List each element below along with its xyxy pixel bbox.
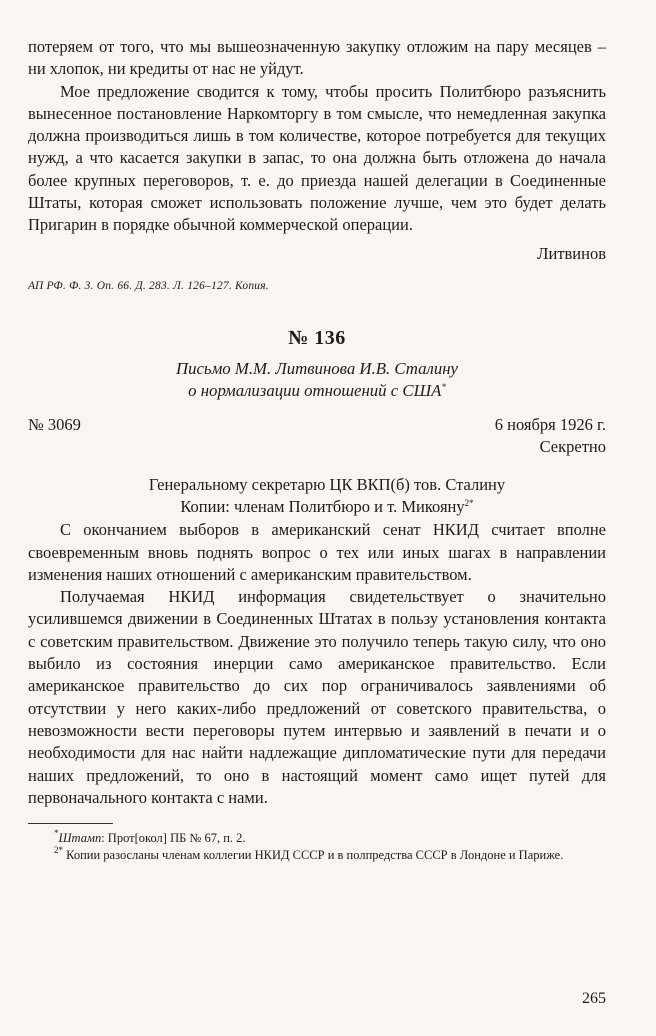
title-line-2-text: о нормализации отношений с США — [188, 381, 442, 401]
addressee-line-2-text: Копии: членам Политбюро и т. Микояну — [180, 497, 465, 517]
footnote-1-text: : Прот[окол] ПБ № 67, п. 2. — [101, 831, 246, 846]
document-number: № 136 — [288, 327, 346, 350]
title-line-2 — [28, 380, 606, 402]
footnote-2-mark: 2* — [54, 845, 63, 856]
footnote-1-mark: * — [54, 828, 59, 839]
addressee-line-2 — [48, 496, 606, 518]
outgoing-number: № 3069 — [28, 415, 81, 435]
addressee-footnote-mark: 2* — [464, 498, 474, 509]
footnote-1 — [28, 830, 606, 847]
archive-source: АП РФ. Ф. 3. Оп. 66. Д. 283. Л. 126–127. Копия. — [28, 279, 269, 292]
footnote-2 — [28, 847, 606, 864]
signature: Литвинов — [537, 243, 606, 263]
document-meta — [28, 414, 606, 436]
continuation-paragraph: потеряем от того, что мы вышеозначенную закупку отложим на пару месяцев – ни хлопок, ни кредиты от нас не уйдут. — [28, 37, 606, 79]
title-line-1: Письмо М.М. Литвинова И.В. Сталину — [175, 359, 459, 379]
footnote-2-text: Копии разосланы членам коллегии НКИД СССР и в полпредства СССР в Лондоне и Париже. — [63, 848, 564, 863]
document-title — [28, 358, 606, 402]
body-paragraph-1: С окончанием выборов в американский сенат НКИД считает вполне своевременным вновь поднять вопрос о тех или иных шагах в направлении изменения наших отношений с американским правительством. — [28, 520, 606, 584]
title-footnote-mark: * — [441, 382, 446, 393]
classification: Секретно — [539, 437, 606, 457]
body-paragraph-2: Получаемая НКИД информация свидетельствует о значительно усилившемся движении в Соединенных Штатах в пользу установления контакта с советским правительством. Движение это получило теперь такую силу, что оно выбило из состояния инерции само американское правительство. Если американское правительство до сих пор ограничивалось заявлениями об отсутствии у него каких-либо предложений от советского правительства, о невозможности вести переговоры путем интервью и заявлений в печати и о необходимости для нас найти надлежащие дипломатические пути для передачи наших предложений, то оно в настоящий момент само ищет путей для первоначального контакта с нами. — [28, 587, 606, 807]
footnote-1-label: Штамп — [58, 831, 102, 846]
document-date: 6 ноября 1926 г. — [494, 415, 606, 435]
addressee-line-1: Генеральному секретарю ЦК ВКП(б) тов. Сталину — [148, 475, 506, 495]
footnote-divider — [28, 823, 113, 824]
page-number: 265 — [582, 990, 606, 1007]
proposal-paragraph: Мое предложение сводится к тому, чтобы просить Политбюро разъяснить вынесенное постановление Наркомторгу в том смысле, что немедленная закупка должна производиться лишь в том количестве, которое потребуется для текущих нужд, а что касается закупки в запас, то она должна быть отложена до начала более крупных переговоров, т. е. до приезда нашей делегации в Соединенные Штаты, которая сможет использовать положение лучше, чем это будет делать Пригарин в порядке обычной коммерческой операции. — [28, 81, 606, 235]
addressee-block — [28, 474, 606, 518]
document-page — [28, 36, 606, 864]
